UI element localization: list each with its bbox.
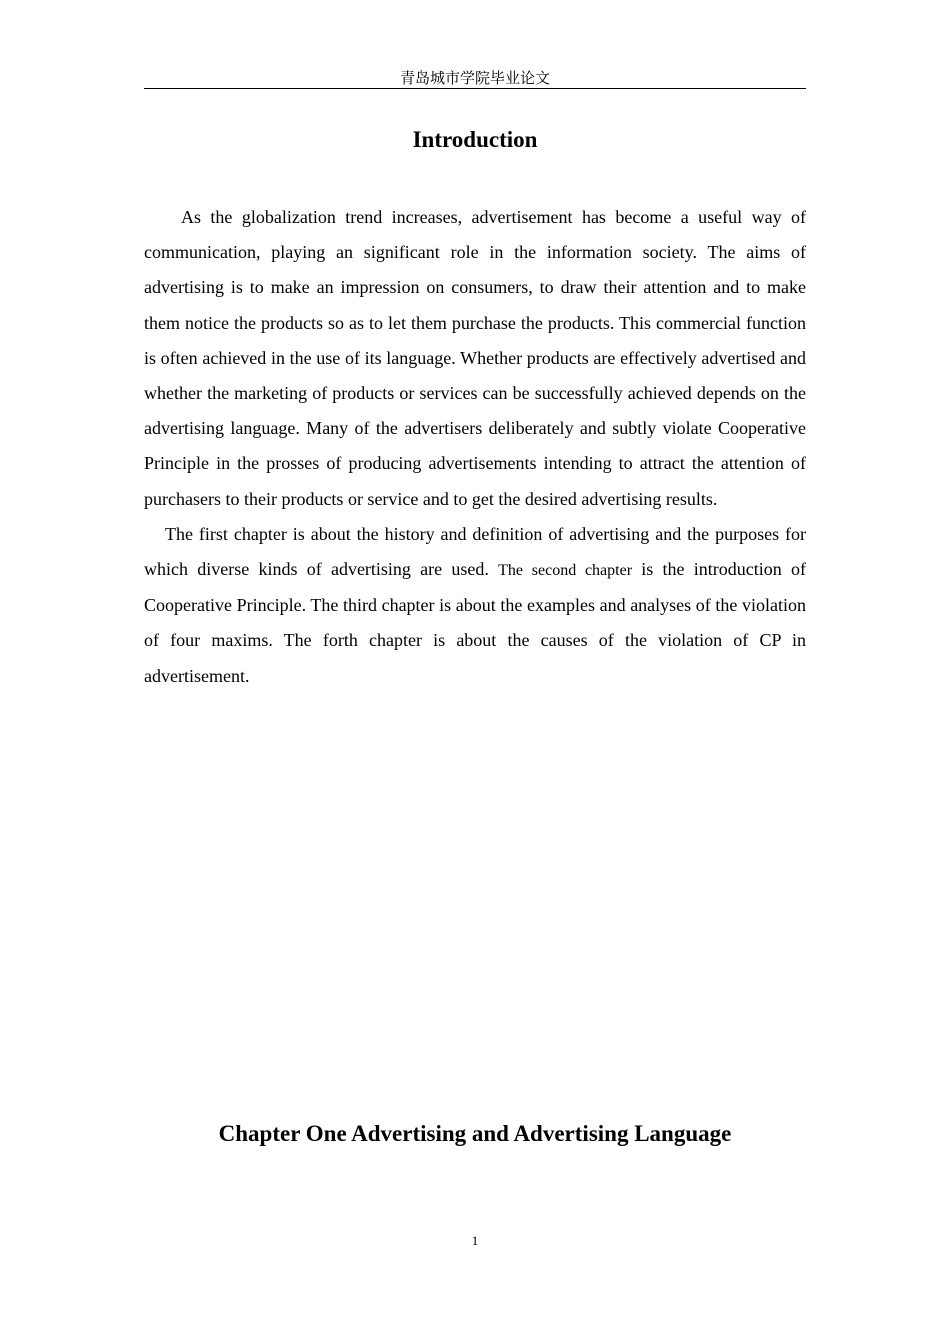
introduction-paragraph-2 xyxy=(144,517,806,694)
introduction-body xyxy=(144,200,806,694)
introduction-paragraph-1: As the globalization trend increases, advertisement has become a useful way of communication, playing an significant role in the information society. The aims of advertising is to make an impression on consumers, to draw their attention and to make them notice the products so as to let them purchase the products. This commercial function is often achieved in the use of its language. Whether products are effectively advertised and whether the marketing of products or services can be successfully achieved depends on the advertising language. Many of the advertisers deliberately and subtly violate Cooperative Principle in the prosses of producing advertisements intending to attract the attention of purchasers to their products or service and to get the desired advertising results. xyxy=(144,207,806,509)
page-number: 1 xyxy=(471,1233,479,1248)
paragraph-2-text-small: The second chapter xyxy=(498,562,633,580)
paragraph-2-text-end: is the introduction of Cooperative Principle. The third chapter is about the examples and analyses of the violation of four maxims. The forth chapter is about the causes of the violation of CP in advertisement. xyxy=(144,559,807,686)
introduction-heading: Introduction xyxy=(412,127,538,152)
chapter-one-heading: Chapter One Advertising and Advertising Language xyxy=(218,1121,732,1146)
paragraph-2-text-start: The first chapter is about the history and definition of advertising and the purposes for which diverse kinds of advertising are used. xyxy=(144,523,806,580)
page-header xyxy=(144,66,806,89)
header-title: 青岛城市学院毕业论文 xyxy=(399,69,550,87)
